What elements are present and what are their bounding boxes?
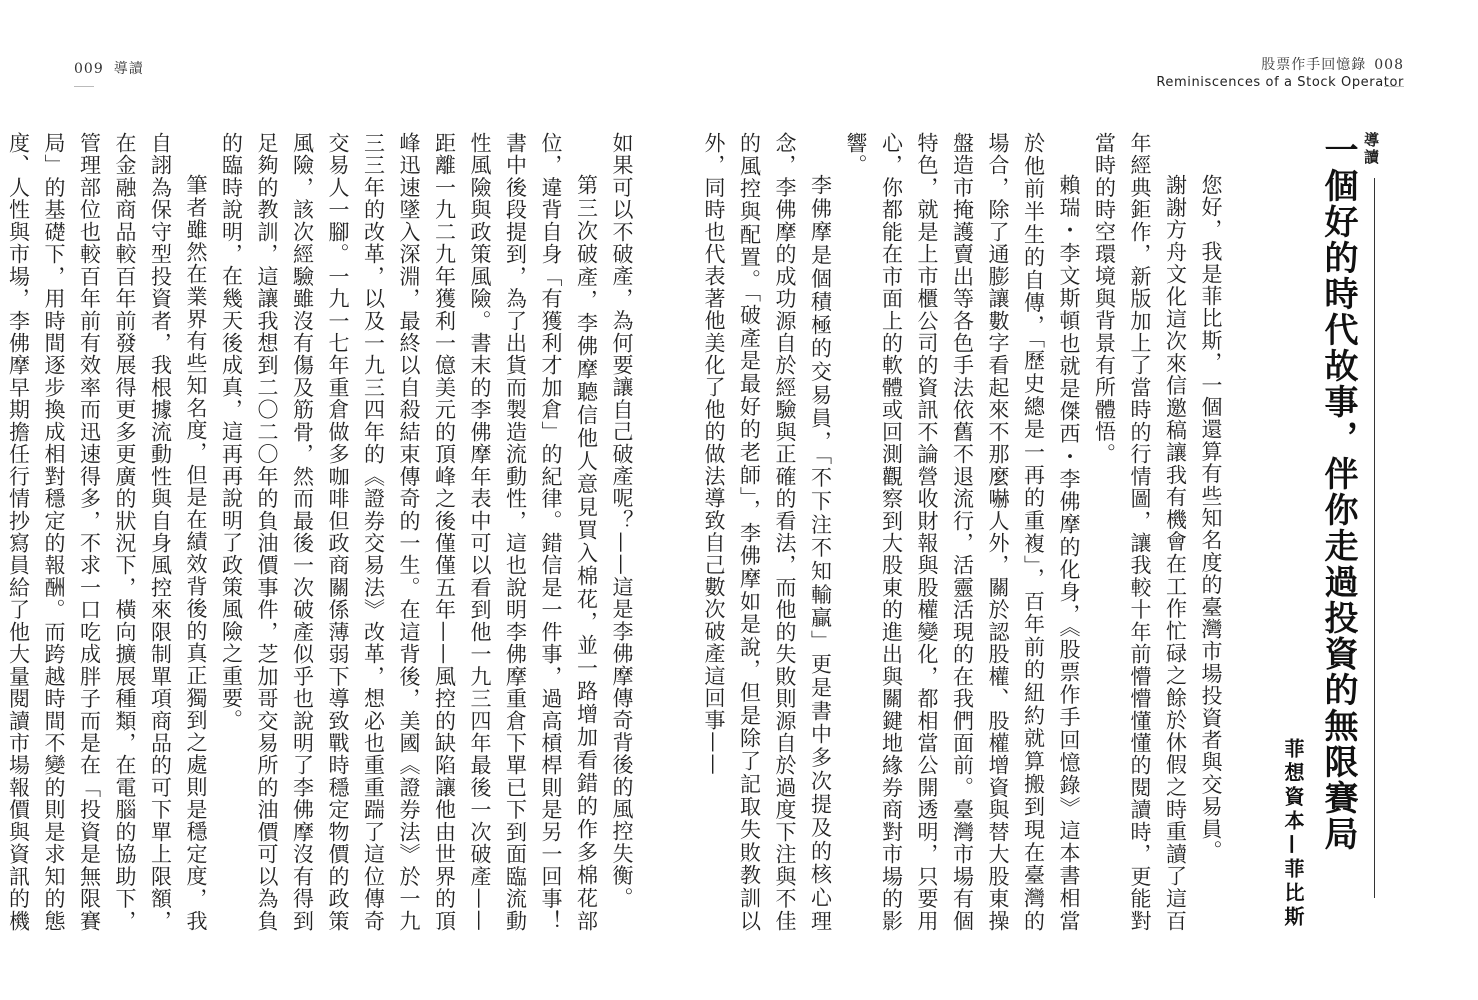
right-page-body [702, 132, 1228, 932]
right-page-header-subtitle: Reminiscences of a Stock Operator [1156, 75, 1404, 90]
section-label: 導讀 [1362, 132, 1380, 166]
right-page-number: 008 [1374, 57, 1404, 73]
right-page [702, 0, 1478, 1000]
right-page-header [1156, 56, 1404, 92]
left-header-rule [74, 86, 94, 87]
author-byline: 菲想資本—菲比斯 [1281, 738, 1305, 930]
body-paragraph: 李佛摩是個積極的交易員，「不下注不知輸贏」更是書中多次提及的核心理念，李佛摩的成功源自於經驗與正確的看法，而他的失敗則源自於過度下注與不佳的風控與配置。「破產是最好的老師」，李佛摩如是說，但是除了記取失敗教訓以外，同時也代表著他美化了他的做法導致自己數次破產這回事—— [702, 132, 833, 932]
chapter-title: 一個好的時代故事，伴你走過投資的無限賽局 [1318, 132, 1358, 852]
body-paragraph: 如果可以不破產，為何要讓自己破產呢？——這是李佛摩傳奇背後的風控失衡。 [610, 132, 634, 909]
right-header-rule [1384, 86, 1404, 87]
right-page-header-title: 股票作手回憶錄 [1261, 57, 1367, 73]
left-page-number: 009 [74, 61, 104, 77]
body-paragraph: 第三次破產，李佛摩聽信他人意見買入棉花，並一路增加看錯的作多棉花部位，違背自身「有獲利才加倉」的紀律。錯信是一件事，過高槓桿則是另一回事！書中後段提到，為了出貨而製造流動性，這也說明李佛摩重倉下單已下到面臨流動性風險與政策風險。書末的李佛摩年表中可以看到他一九三四年最後一次破產——距離一九二九年獲利一億美元的頂峰之後僅僅五年——風控的缺陷讓他由世界的頂峰迅速墜入深淵，最終以自殺結束傳奇的一生。在這背後，美國《證券法》於一九三三年的改革，以及一九三四年的《證券交易法》改革，想必也重重踹了這位傳奇交易人一腳。一九一七年重倉做多咖啡但政商關係薄弱下導致戰時穩定物價的政策風險，該次經驗雖沒有傷及筋骨，然而最後一次破產似乎也說明了李佛摩沒有得到足夠的教訓，這讓我想到二〇二〇年的負油價事件，芝加哥交易所的油價可以為負的臨時說明，在幾天後成真，這再再說明了政策風險之重要。 [219, 132, 599, 932]
left-page-body [6, 132, 639, 932]
body-paragraph: 筆者雖然在業界有些知名度，但是在績效背後的真正獨到之處則是穩定度，我自詡為保守型投資者，我根據流動性與自身風控來限制單項商品的可下單上限額，在金融商品較百年前發展得更多更廣的狀況下，橫向擴展種類，在電腦的協助下，管理部位也較百年前有效率而迅速得多，不求一口吃成胖子而是在「投資是無限賽局」的基礎下，用時間逐步換成相對穩定的報酬。而跨越時間不變的則是求知的態度、人性與市場，李佛摩早期擔任行情抄寫員給了他大量閱讀市場報價與資訊的機 [6, 132, 208, 932]
body-paragraph: 賴瑞・李文斯頓也就是傑西・李佛摩的化身，《股票作手回憶錄》這本書相當於他前半生的自傳，「歷史總是一再的重複」，百年前的紐約就算搬到現在臺灣的場合，除了通膨讓數字看起來不那麼嚇人外，關於認股權、股權增資與替大股東操盤造市掩護賣出等各色手法依舊不退流行，活靈活現的在我們面前。臺灣市場有個特色，就是上市櫃公司的資訊不論營收財報與股權變化，都相當公開透明，只要用心，你都能在市面上的軟體或回測觀察到大股東的進出與關鍵地緣券商對市場的影響。 [844, 132, 1081, 932]
left-page-header-title: 導讀 [113, 61, 144, 77]
title-rule [1374, 178, 1375, 898]
body-paragraph: 謝謝方舟文化這次來信邀稿讓我有機會在工作忙碌之餘於休假之時重讀了這百年經典鉅作，新版加上了當時的行情圖，讓我較十年前懵懵懂懂的閱讀時，更能對當時的時空環境與背景有所體悟。 [1092, 132, 1188, 932]
body-paragraph: 您好，我是菲比斯，一個還算有些知名度的臺灣市場投資者與交易員。 [1199, 174, 1223, 863]
left-page-header [74, 58, 144, 78]
